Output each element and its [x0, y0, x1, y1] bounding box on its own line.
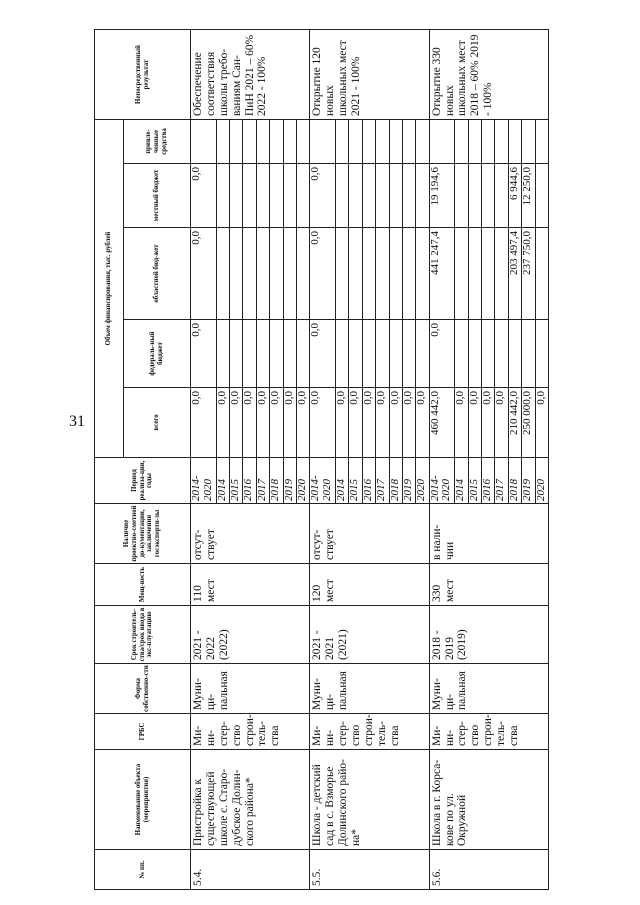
deadline-cell: 2021 - 2021 (2021) — [310, 606, 429, 664]
extra-cell — [376, 120, 389, 164]
regional-cell — [256, 228, 269, 320]
extra-cell — [522, 120, 535, 164]
year-cell: 2018 — [508, 458, 521, 504]
total-cell: 0,0 — [349, 388, 362, 458]
regional-cell — [270, 228, 283, 320]
federal-cell — [468, 320, 481, 388]
federal-cell — [283, 320, 296, 388]
federal-cell — [376, 320, 389, 388]
local-cell — [402, 164, 415, 228]
federal-cell — [296, 320, 309, 388]
federal-cell — [389, 320, 402, 388]
total-cell: 0,0 — [416, 388, 429, 458]
total-cell: 0,0 — [362, 388, 375, 458]
regional-cell — [455, 228, 468, 320]
header-extra: привле-ченные средства — [124, 120, 191, 164]
federal-cell: 0,0 — [310, 320, 336, 388]
year-cell: 2014-2020 — [191, 458, 217, 504]
total-cell: 0,0 — [191, 388, 217, 458]
total-cell: 0,0 — [376, 388, 389, 458]
federal-cell — [482, 320, 495, 388]
year-cell: 2015 — [468, 458, 481, 504]
extra-cell — [508, 120, 521, 164]
local-cell — [389, 164, 402, 228]
federal-cell — [402, 320, 415, 388]
extra-cell — [191, 120, 217, 164]
extra-cell — [310, 120, 336, 164]
rotated-table-container — [94, 30, 549, 890]
year-cell: 2017 — [376, 458, 389, 504]
total-cell: 0,0 — [468, 388, 481, 458]
federal-cell — [535, 320, 548, 388]
object-name: Школа в г. Корса-кове по ул. Окружной — [429, 750, 548, 850]
local-cell — [376, 164, 389, 228]
capacity-cell: 120 мест — [310, 564, 429, 606]
row-num: 5.4. — [191, 850, 310, 890]
row-num: 5.5. — [310, 850, 429, 890]
year-cell: 2020 — [416, 458, 429, 504]
extra-cell — [429, 120, 455, 164]
total-cell: 460 442,0 — [429, 388, 455, 458]
regional-cell — [535, 228, 548, 320]
extra-cell — [495, 120, 508, 164]
total-cell: 0,0 — [283, 388, 296, 458]
header-docs: Наличие проектно-сметной до-кументации, заключения госэксперти-зы — [95, 504, 191, 564]
regional-cell — [362, 228, 375, 320]
local-cell — [270, 164, 283, 228]
table-row — [429, 30, 455, 890]
extra-cell — [468, 120, 481, 164]
federal-cell — [522, 320, 535, 388]
deadline-cell: 2021 - 2022 (2022) — [191, 606, 310, 664]
header-deadline: Срок строитель-ства/срок ввода в экс-плуатацию — [95, 606, 191, 664]
regional-cell — [376, 228, 389, 320]
total-cell: 0,0 — [310, 388, 336, 458]
year-cell: 2016 — [243, 458, 256, 504]
total-cell: 210 442,0 — [508, 388, 521, 458]
table-row — [310, 30, 336, 890]
federal-cell — [256, 320, 269, 388]
total-cell: 0,0 — [455, 388, 468, 458]
regional-cell — [482, 228, 495, 320]
year-cell: 2014-2020 — [429, 458, 455, 504]
extra-cell — [535, 120, 548, 164]
federal-cell — [508, 320, 521, 388]
header-ownership: Форма собственно-сти — [95, 664, 191, 714]
grbs-cell: Ми-ни-стер-ство строи-тель-ства — [191, 714, 310, 750]
federal-cell — [243, 320, 256, 388]
grbs-cell: Ми-ни-стер-ство строи-тель-ства — [429, 714, 548, 750]
local-cell — [230, 164, 243, 228]
regional-cell — [389, 228, 402, 320]
federal-cell — [416, 320, 429, 388]
local-cell — [535, 164, 548, 228]
regional-cell: 0,0 — [310, 228, 336, 320]
total-cell: 0,0 — [230, 388, 243, 458]
regional-cell — [216, 228, 229, 320]
regional-cell — [230, 228, 243, 320]
regional-cell — [296, 228, 309, 320]
regional-cell: 0,0 — [191, 228, 217, 320]
total-cell: 0,0 — [495, 388, 508, 458]
object-name: Школа - детский сад в с. Взморье Долинского райо-на* — [310, 750, 429, 850]
local-cell: 0,0 — [191, 164, 217, 228]
header-financing: Объем финансирования, тыс. рублей — [95, 120, 124, 458]
header-num: № пп. — [95, 850, 191, 890]
object-name: Пристройка к существующей школе с. Старо-дубское Долин-ского района* — [191, 750, 310, 850]
year-cell: 2014-2020 — [310, 458, 336, 504]
local-cell — [482, 164, 495, 228]
table-row — [191, 30, 217, 890]
total-cell: 0,0 — [389, 388, 402, 458]
docs-cell: отсут-ствует — [191, 504, 310, 564]
capacity-cell: 330 мест — [429, 564, 548, 606]
ownership-cell: Муни-ци-пальная — [310, 664, 429, 714]
regional-cell: 237 750,0 — [522, 228, 535, 320]
page-number: 31 — [69, 413, 85, 430]
extra-cell — [482, 120, 495, 164]
year-cell: 2019 — [402, 458, 415, 504]
extra-cell — [243, 120, 256, 164]
header-regional: областной бюд-жет — [124, 228, 191, 320]
header-grbs: ГРБС — [95, 714, 191, 750]
local-cell — [416, 164, 429, 228]
regional-cell — [243, 228, 256, 320]
row-num: 5.6. — [429, 850, 548, 890]
result-cell: Открытие 120 новых школьных мест 2021 - 100% — [310, 30, 429, 120]
regional-cell: 203 497,4 — [508, 228, 521, 320]
regional-cell — [495, 228, 508, 320]
ownership-cell: Муни-ци-пальная — [191, 664, 310, 714]
extra-cell — [416, 120, 429, 164]
federal-cell — [216, 320, 229, 388]
year-cell: 2015 — [230, 458, 243, 504]
regional-cell — [416, 228, 429, 320]
total-cell: 0,0 — [256, 388, 269, 458]
extra-cell — [216, 120, 229, 164]
local-cell — [349, 164, 362, 228]
federal-cell: 0,0 — [191, 320, 217, 388]
federal-cell — [455, 320, 468, 388]
total-cell: 0,0 — [243, 388, 256, 458]
result-cell: Обеспечение соответствия школы требо-ваниям Сан-ПиН 2021 – 60% 2022 - 100% — [191, 30, 310, 120]
extra-cell — [455, 120, 468, 164]
docs-cell: в нали-чии — [429, 504, 548, 564]
year-cell: 2015 — [349, 458, 362, 504]
financing-table — [94, 29, 549, 890]
total-cell: 0,0 — [402, 388, 415, 458]
federal-cell: 0,0 — [429, 320, 455, 388]
federal-cell — [336, 320, 349, 388]
year-cell: 2017 — [256, 458, 269, 504]
federal-cell — [230, 320, 243, 388]
year-cell: 2020 — [535, 458, 548, 504]
header-capacity: Мощ-ность — [95, 564, 191, 606]
extra-cell — [230, 120, 243, 164]
extra-cell — [296, 120, 309, 164]
year-cell: 2014 — [216, 458, 229, 504]
local-cell — [243, 164, 256, 228]
capacity-cell: 110 мест — [191, 564, 310, 606]
extra-cell — [256, 120, 269, 164]
federal-cell — [495, 320, 508, 388]
year-cell: 2020 — [296, 458, 309, 504]
regional-cell — [349, 228, 362, 320]
local-cell — [283, 164, 296, 228]
deadline-cell: 2018 - 2019 (2019) — [429, 606, 548, 664]
local-cell — [362, 164, 375, 228]
extra-cell — [362, 120, 375, 164]
grbs-cell: Ми-ни-стер-ство строи-тель-ства — [310, 714, 429, 750]
total-cell: 0,0 — [296, 388, 309, 458]
total-cell: 0,0 — [270, 388, 283, 458]
total-cell: 0,0 — [336, 388, 349, 458]
local-cell — [495, 164, 508, 228]
extra-cell — [336, 120, 349, 164]
extra-cell — [349, 120, 362, 164]
header-period: Период реализа-ции, годы — [95, 458, 191, 504]
federal-cell — [362, 320, 375, 388]
total-cell: 0,0 — [482, 388, 495, 458]
year-cell: 2018 — [270, 458, 283, 504]
year-cell: 2014 — [455, 458, 468, 504]
header-result: Непосредственный результат — [95, 30, 191, 120]
extra-cell — [270, 120, 283, 164]
year-cell: 2019 — [522, 458, 535, 504]
regional-cell: 441 247,4 — [429, 228, 455, 320]
regional-cell — [283, 228, 296, 320]
header-local: местный бюджет — [124, 164, 191, 228]
year-cell: 2019 — [283, 458, 296, 504]
regional-cell — [468, 228, 481, 320]
local-cell: 0,0 — [310, 164, 336, 228]
federal-cell — [270, 320, 283, 388]
local-cell: 19 194,6 — [429, 164, 455, 228]
year-cell: 2016 — [362, 458, 375, 504]
docs-cell: отсут-ствует — [310, 504, 429, 564]
local-cell — [468, 164, 481, 228]
local-cell — [256, 164, 269, 228]
year-cell: 2016 — [482, 458, 495, 504]
total-cell: 250 000,0 — [522, 388, 535, 458]
local-cell — [296, 164, 309, 228]
header-federal: федераль-ный бюджет — [124, 320, 191, 388]
ownership-cell: Муни-ци-пальная — [429, 664, 548, 714]
year-cell: 2017 — [495, 458, 508, 504]
year-cell: 2018 — [389, 458, 402, 504]
local-cell — [455, 164, 468, 228]
header-total: всего — [124, 388, 191, 458]
regional-cell — [336, 228, 349, 320]
extra-cell — [402, 120, 415, 164]
local-cell: 6 944,6 — [508, 164, 521, 228]
extra-cell — [283, 120, 296, 164]
total-cell: 0,0 — [216, 388, 229, 458]
total-cell: 0,0 — [535, 388, 548, 458]
year-cell: 2014 — [336, 458, 349, 504]
extra-cell — [389, 120, 402, 164]
local-cell — [216, 164, 229, 228]
local-cell: 12 250,0 — [522, 164, 535, 228]
federal-cell — [349, 320, 362, 388]
header-name: Наименование объекта (мероприятия) — [95, 750, 191, 850]
local-cell — [336, 164, 349, 228]
regional-cell — [402, 228, 415, 320]
result-cell: Открытие 330 новых школьных мест 2018 – 60% 2019 - 100% — [429, 30, 548, 120]
